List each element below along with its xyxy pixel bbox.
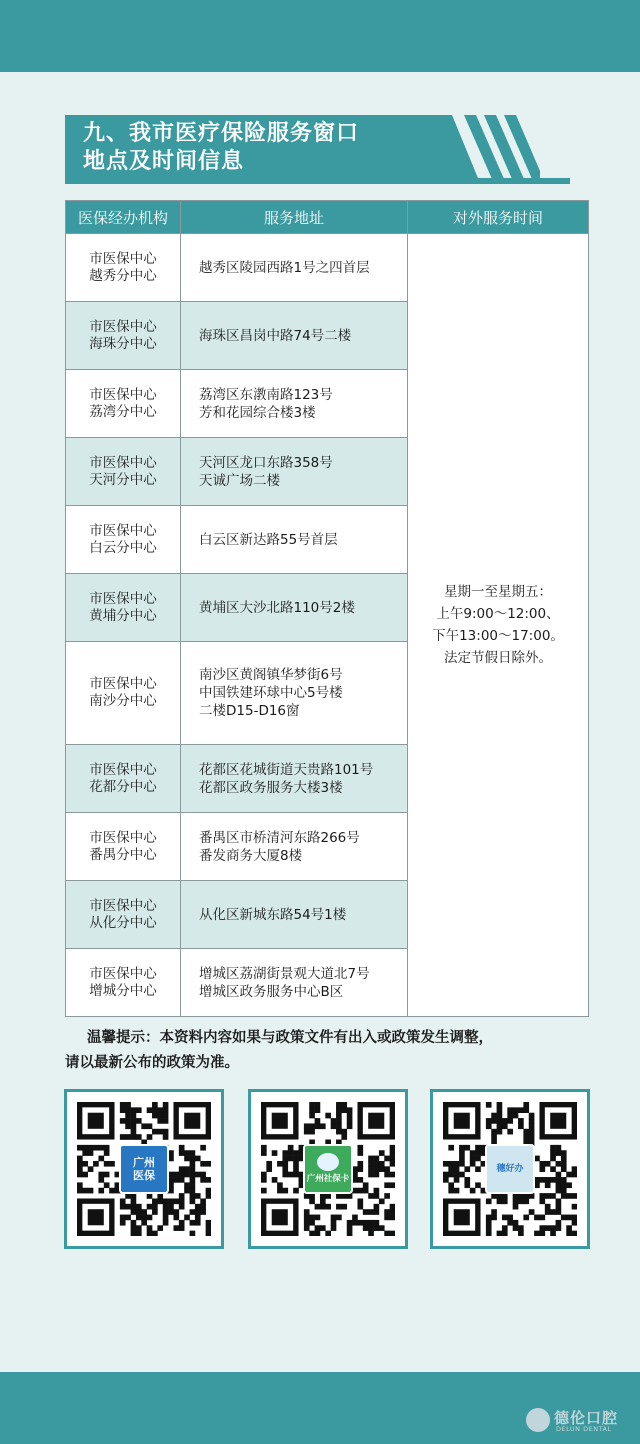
address-cell: 海珠区昌岗中路74号二楼 [181,302,408,370]
header-org: 医保经办机构 [66,201,181,234]
org-cell: 市医保中心 南沙分中心 [66,642,181,745]
qr-code-suihaoban[interactable] [430,1089,590,1249]
service-window-table [65,200,589,1017]
address-cell: 南沙区黄阁镇华梦街6号 中国铁建环球中心5号楼 二楼D15-D16窗 [181,642,408,745]
notice-line-2: 请以最新公布的政策为准。 [65,1054,239,1071]
guangzhou-yibao-logo: 广州 医保 [119,1144,169,1194]
top-band [0,0,640,72]
qr-code-guangzhou-yibao[interactable] [64,1089,224,1249]
watermark-subtext: DELUN DENTAL [556,1425,612,1433]
header-hours: 对外服务时间 [408,201,589,234]
section-title-banner [65,115,570,185]
title-stripes-decoration [430,115,540,185]
watermark-logo [526,1405,636,1435]
suihaoban-logo: 穗好办 [485,1144,535,1194]
org-cell: 市医保中心 花都分中心 [66,745,181,813]
table-row [66,234,589,302]
address-cell: 花都区花城街道天贵路101号 花都区政务服务大楼3楼 [181,745,408,813]
address-cell: 越秀区陵园西路1号之四首层 [181,234,408,302]
emblem-icon [317,1153,339,1171]
org-cell: 市医保中心 海珠分中心 [66,302,181,370]
org-cell: 市医保中心 增城分中心 [66,949,181,1017]
org-cell: 市医保中心 番禺分中心 [66,813,181,881]
notice-text [65,1025,585,1075]
address-cell: 天河区龙口东路358号 天诚广场二楼 [181,438,408,506]
org-cell: 市医保中心 黄埔分中心 [66,574,181,642]
org-cell: 市医保中心 荔湾分中心 [66,370,181,438]
org-cell: 市医保中心 从化分中心 [66,881,181,949]
address-cell: 黄埔区大沙北路110号2楼 [181,574,408,642]
address-cell: 荔湾区东漖南路123号 芳和花园综合楼3楼 [181,370,408,438]
org-cell: 市医保中心 越秀分中心 [66,234,181,302]
org-cell: 市医保中心 白云分中心 [66,506,181,574]
address-cell: 白云区新达路55号首层 [181,506,408,574]
qr-code-guangzhou-shebaoka[interactable] [248,1089,408,1249]
notice-line-1: 温馨提示：本资料内容如果与政策文件有出入或政策发生调整， [87,1029,493,1046]
watermark-text: 德伦口腔 [554,1409,619,1427]
table-header-row [66,201,589,234]
address-cell: 从化区新城东路54号1楼 [181,881,408,949]
address-cell: 增城区荔湖街景观大道北7号 增城区政务服务中心B区 [181,949,408,1017]
guangzhou-shebaoka-logo: 广州社保卡 [303,1144,353,1194]
page-title-line-1: 九、我市医疗保险服务窗口 [83,120,360,146]
tooth-icon [526,1408,550,1432]
page-title-line-2: 地点及时间信息 [83,148,245,174]
service-hours-cell: 星期一至星期五： 上午9:00～12:00、 下午13:00～17:00。 法定节假日除外。 [408,234,589,1017]
header-address: 服务地址 [181,201,408,234]
title-underline [65,178,570,184]
org-cell: 市医保中心 天河分中心 [66,438,181,506]
address-cell: 番禺区市桥清河东路266号 番发商务大厦8楼 [181,813,408,881]
